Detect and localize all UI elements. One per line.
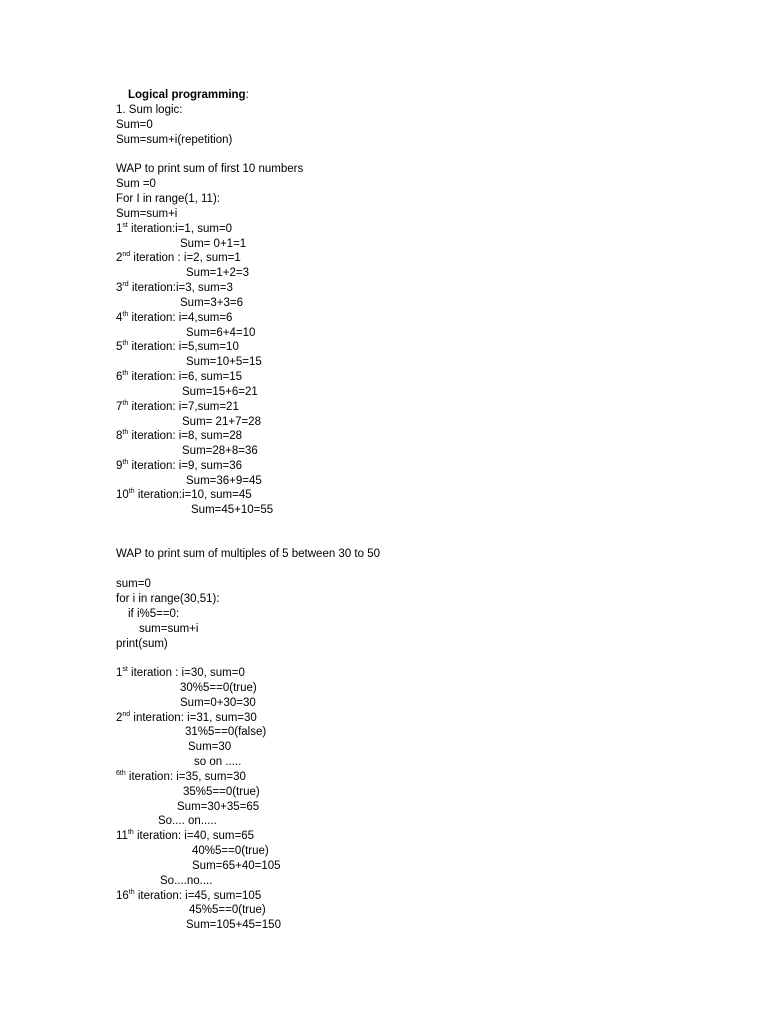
calc-line: Sum=1+2=3 [186, 267, 249, 279]
iteration-number: 10 [116, 489, 129, 501]
calc-line: Sum=105+45=150 [186, 919, 281, 931]
code-line: print(sum) [116, 638, 168, 650]
iteration-suffix: nd [122, 251, 131, 258]
iteration-number: 8 [116, 430, 123, 442]
iteration-suffix: th [128, 488, 135, 495]
calc-line: Sum= 0+1=1 [180, 238, 247, 250]
iteration-number: 7 [116, 401, 123, 413]
iteration-text: iteration: i=45, sum=105 [134, 890, 262, 902]
iteration-number: 5 [116, 341, 123, 353]
iteration-line [116, 889, 261, 903]
iteration-number: 3 [116, 282, 123, 294]
check-line: 30%5==0(true) [180, 682, 257, 694]
iteration-text: iteration: i=40, sum=65 [133, 830, 254, 842]
calc-line: Sum=15+6=21 [182, 386, 258, 398]
iteration-number: 9 [116, 460, 123, 472]
iteration-suffix: th [122, 400, 129, 407]
iteration-number: 4 [116, 312, 123, 324]
iteration-line [116, 711, 257, 725]
iteration-suffix: th [122, 459, 129, 466]
iteration-line [116, 222, 232, 236]
continuation-note: So....no.... [160, 875, 213, 887]
text-line: Sum=sum+i(repetition) [116, 134, 233, 146]
iteration-text: iteration: i=9, sum=36 [128, 460, 243, 472]
iteration-line [116, 488, 252, 502]
text-line: Sum=0 [116, 119, 153, 131]
code-line: if i%5==0: [128, 608, 180, 620]
check-line: 45%5==0(true) [189, 904, 266, 916]
iteration-text: iteration:i=3, sum=3 [128, 282, 233, 294]
calc-line: Sum=65+40=105 [192, 860, 281, 872]
iteration-suffix: nd [122, 711, 131, 718]
iteration-text: iteration:i=1, sum=0 [127, 223, 233, 235]
iteration-number: 11 [116, 830, 128, 842]
calc-line: Sum=30 [188, 741, 232, 753]
iteration-line [116, 251, 241, 265]
check-line: 31%5==0(false) [185, 726, 267, 738]
iteration-number: 2 [116, 712, 123, 724]
document-title [128, 88, 249, 102]
code-line: sum=sum+i [139, 623, 199, 635]
calc-line: Sum= 21+7=28 [182, 416, 261, 428]
iteration-suffix: th [122, 311, 129, 318]
code-line: for i in range(30,51): [116, 593, 220, 605]
calc-line: Sum=0+30=30 [180, 697, 256, 709]
iteration-line [116, 340, 239, 354]
iteration-line [116, 829, 254, 843]
iteration-text: iteration: i=7,sum=21 [128, 401, 239, 413]
check-line: 35%5==0(true) [183, 786, 260, 798]
iteration-suffix: st [122, 666, 128, 673]
iteration-text: iteration:i=10, sum=45 [134, 489, 252, 501]
code-line: For I in range(1, 11): [116, 193, 220, 205]
iteration-number: 1 [116, 223, 123, 235]
iteration-line [116, 281, 233, 295]
iteration-text: iteration: i=8, sum=28 [128, 430, 243, 442]
iteration-line [116, 770, 246, 784]
iteration-suffix: th [127, 829, 134, 836]
continuation-note: So.... on..... [158, 815, 217, 827]
iteration-suffix: th [128, 889, 135, 896]
iteration-text: iteration: i=4,sum=6 [128, 312, 233, 324]
calc-line: Sum=45+10=55 [191, 504, 274, 516]
iteration-text: iteration : i=2, sum=1 [130, 252, 241, 264]
iteration-line [116, 370, 242, 384]
iteration-text: iteration: i=6, sum=15 [128, 371, 243, 383]
iteration-text: iteration: i=5,sum=10 [128, 341, 239, 353]
iteration-line [116, 311, 232, 325]
iteration-suffix: st [122, 222, 128, 229]
calc-line: Sum=28+8=36 [182, 445, 258, 457]
code-line: Sum=sum+i [116, 208, 178, 220]
iteration-text: iteration: i=35, sum=30 [125, 771, 246, 783]
calc-line: Sum=3+3=6 [180, 297, 243, 309]
check-line: 40%5==0(true) [192, 845, 269, 857]
iteration-line [116, 429, 242, 443]
iteration-suffix: 6th [116, 770, 126, 777]
calc-line: Sum=30+35=65 [177, 801, 260, 813]
calc-line: Sum=10+5=15 [186, 356, 262, 368]
iteration-number: 2 [116, 252, 123, 264]
iteration-line [116, 400, 239, 414]
iteration-suffix: th [122, 340, 129, 347]
iteration-text: iteration : i=30, sum=0 [127, 667, 245, 679]
title-colon: : [245, 89, 249, 101]
iteration-suffix: th [122, 370, 129, 377]
iteration-suffix: th [122, 429, 129, 436]
iteration-line [116, 666, 245, 680]
calc-line: Sum=6+4=10 [186, 327, 256, 339]
section-heading: 1. Sum logic: [116, 104, 183, 116]
example-prompt: WAP to print sum of multiples of 5 between 30 to 50 [116, 548, 381, 560]
continuation-note: so on ..... [194, 756, 242, 768]
iteration-number: 16 [116, 890, 129, 902]
iteration-number: 6 [116, 371, 123, 383]
code-line: Sum =0 [116, 178, 156, 190]
title-text: Logical programming [128, 89, 246, 101]
example-prompt: WAP to print sum of first 10 numbers [116, 163, 304, 175]
calc-line: Sum=36+9=45 [186, 475, 262, 487]
code-line: sum=0 [116, 578, 151, 590]
iteration-text: interation: i=31, sum=30 [130, 712, 257, 724]
iteration-suffix: rd [122, 281, 129, 288]
iteration-line [116, 459, 242, 473]
iteration-number: 1 [116, 667, 123, 679]
